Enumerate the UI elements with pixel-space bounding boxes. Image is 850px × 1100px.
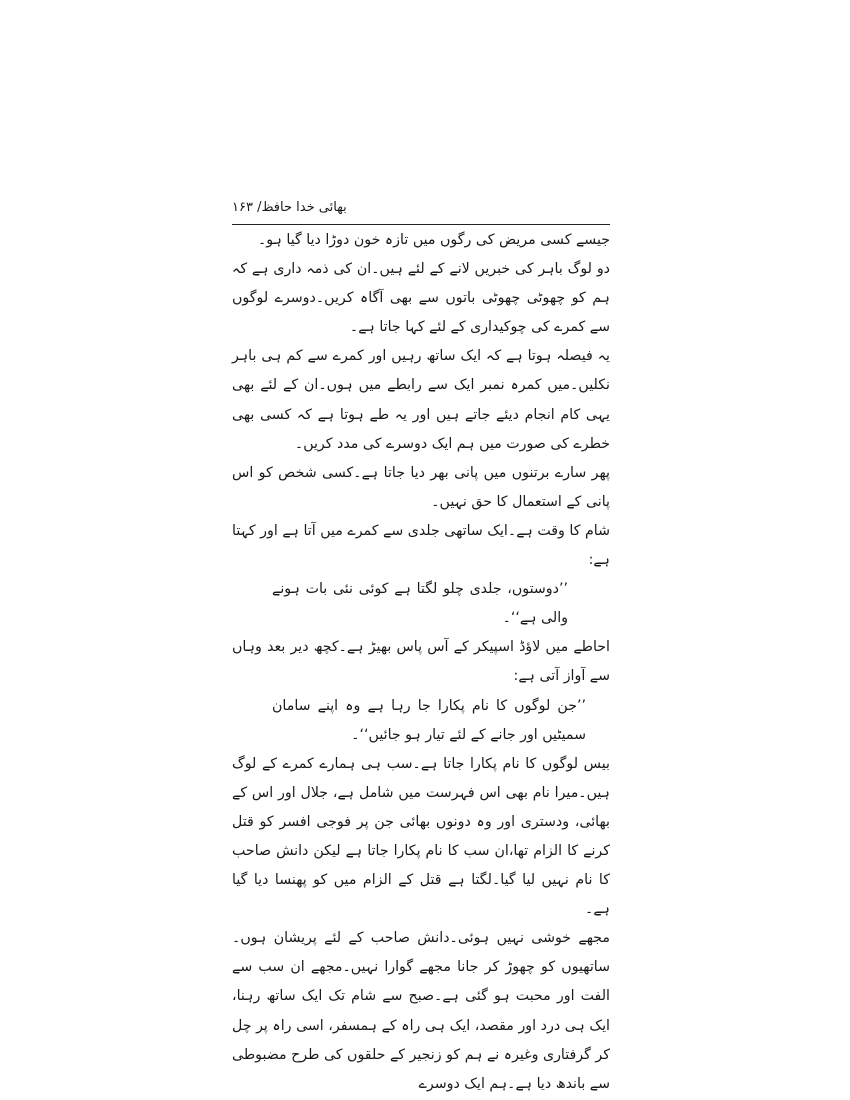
paragraph: شام کا وقت ہے۔ایک ساتھی جلدی سے کمرے میں آتا ہے اور کہتا ہے: [232,522,610,569]
quoted-speech: ’’دوستوں، جلدی چلو لگتا ہے کوئی نئی بات ہونے والی ہے‘‘۔ [272,581,568,627]
body-text [232,226,610,1099]
paragraph: پھر سارے برتنوں میں پانی بھر دیا جاتا ہے۔کسی شخص کو اس پانی کے استعمال کا حق نہیں۔ [232,464,610,510]
paragraph: یہ فیصلہ ہوتا ہے کہ ایک ساتھ رہیں اور کمرے سے کم ہی باہر نکلیں۔میں کمرہ نمبر ایک سے رابطے میں ہوں۔ان کے لئے بھی یہی کام انجام دیئے جاتے ہیں اور یہ طے ہوتا ہے کہ کسی بھی خطرے کی صورت میں ہم ایک دوسرے کی مدد کریں۔ [232,348,610,452]
paragraph: جیسے کسی مریض کی رگوں میں تازہ خون دوڑا دیا گیا ہو۔ [257,232,610,248]
running-title: بھائی خدا حافظ/ ۱۶۳ [232,200,347,215]
paragraph: بیس لوگوں کا نام پکارا جاتا ہے۔سب ہی ہمارے کمرے کے لوگ ہیں۔میرا نام بھی اس فہرست میں شامل ہے، جلال اور اس کے بھائی، ودستری اور وہ دونوں بھائی جن پر فوجی افسر کو قتل کرنے کا الزام تھا،ان سب کا نام پکارا جاتا ہے لیکن دانش صاحب کا نام نہیں لیا گیا۔لگتا ہے قتل کے الزام میں کو پھنسا دیا گیا ہے۔ [232,755,610,918]
paragraph: دو لوگ باہر کی خبریں لانے کے لئے ہیں۔ان کی ذمہ داری ہے کہ ہم کو چھوٹی چھوٹی باتوں سے بھی آگاہ کریں۔دوسرے لوگوں سے کمرے کی چوکیداری کے لئے کہا جاتا ہے۔ [232,261,610,336]
running-header [232,196,610,225]
quoted-announcement: ’’جن لوگوں کا نام پکارا جا رہا ہے وہ اپنے سامان سمیٹیں اور جانے کے لئے تیار ہو جائیں‘‘۔ [272,697,586,743]
paragraph: مجھے خوشی نہیں ہوئی۔دانش صاحب کے لئے پریشان ہوں۔ساتھیوں کو چھوڑ کر جانا مجھے گوارا نہیں۔مجھے ان سب سے الفت اور محبت ہو گئی ہے۔صبح سے شام تک ایک ساتھ رہنا، ایک ہی درد اور مقصد، ایک ہی راہ کے ہمسفر، اسی راہ پر چل کر گرفتاری وغیرہ نے ہم کو زنجیر کے حلقوں کی طرح مضبوطی سے باندھ دیا ہے۔ہم ایک دوسرے [232,930,610,1092]
paragraph: احاطے میں لاؤڈ اسپیکر کے آس پاس بھیڑ ہے۔کچھ دیر بعد وہاں سے آواز آتی ہے: [232,639,610,685]
